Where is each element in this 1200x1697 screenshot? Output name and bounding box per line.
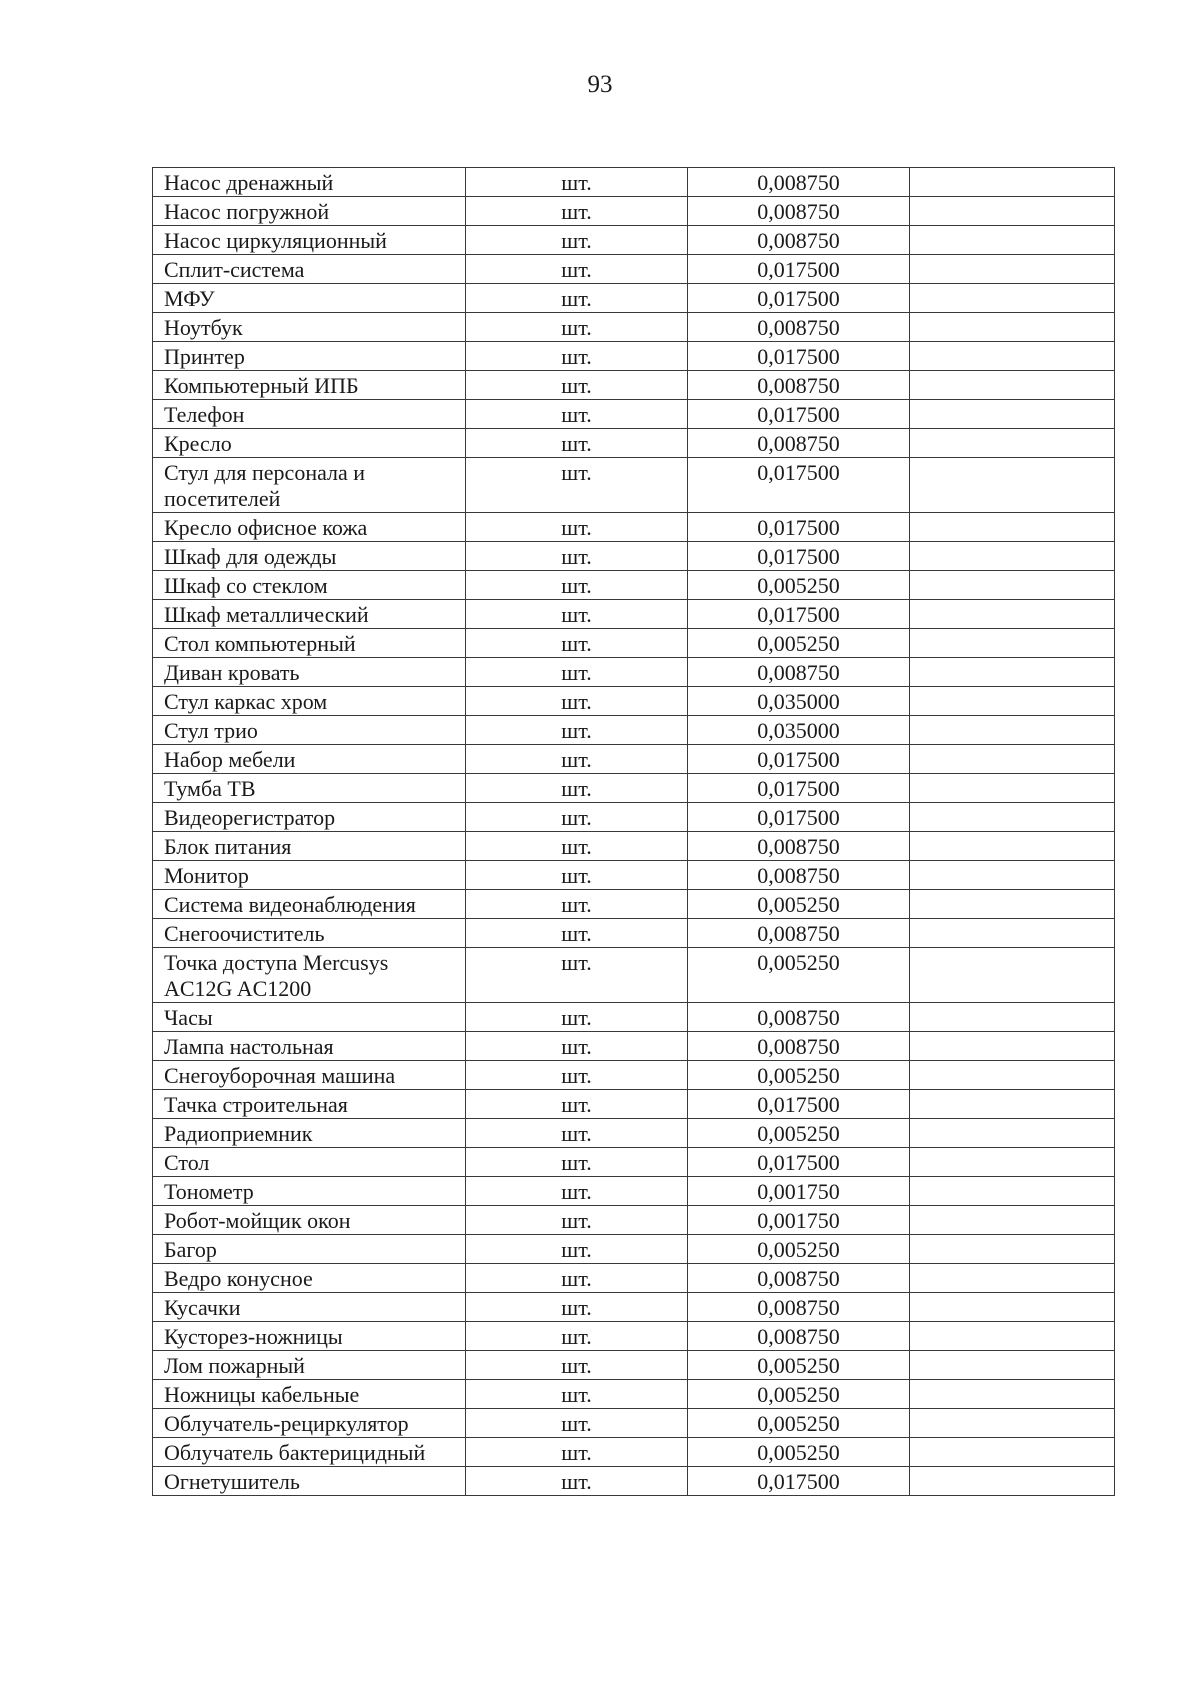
- table-row: [153, 1264, 1115, 1293]
- table-row: [153, 1003, 1115, 1032]
- unit-cell: шт.: [466, 371, 688, 400]
- quantity-cell: 0,017500: [688, 1090, 910, 1119]
- item-name-cell: Кусторез-ножницы: [153, 1322, 466, 1351]
- unit-cell: шт.: [466, 458, 688, 513]
- item-name-cell: Принтер: [153, 342, 466, 371]
- item-name-cell: Блок питания: [153, 832, 466, 861]
- empty-cell: [910, 832, 1115, 861]
- item-name-cell: Стол компьютерный: [153, 629, 466, 658]
- item-name-cell: Стул для персонала и посетителей: [153, 458, 466, 513]
- item-name-cell: Компьютерный ИПБ: [153, 371, 466, 400]
- empty-cell: [910, 774, 1115, 803]
- empty-cell: [910, 919, 1115, 948]
- quantity-cell: 0,001750: [688, 1177, 910, 1206]
- unit-cell: шт.: [466, 542, 688, 571]
- quantity-cell: 0,017500: [688, 1467, 910, 1496]
- item-name-cell: Радиоприемник: [153, 1119, 466, 1148]
- quantity-cell: 0,008750: [688, 861, 910, 890]
- item-name-cell: Багор: [153, 1235, 466, 1264]
- table-row: [153, 1177, 1115, 1206]
- unit-cell: шт.: [466, 745, 688, 774]
- empty-cell: [910, 745, 1115, 774]
- item-name-cell: Тачка строительная: [153, 1090, 466, 1119]
- quantity-cell: 0,017500: [688, 803, 910, 832]
- empty-cell: [910, 1380, 1115, 1409]
- table-row: [153, 513, 1115, 542]
- unit-cell: шт.: [466, 1061, 688, 1090]
- item-name-cell: Кресло офисное кожа: [153, 513, 466, 542]
- table-row: [153, 832, 1115, 861]
- unit-cell: шт.: [466, 919, 688, 948]
- unit-cell: шт.: [466, 226, 688, 255]
- quantity-cell: 0,008750: [688, 832, 910, 861]
- quantity-cell: 0,008750: [688, 658, 910, 687]
- quantity-cell: 0,005250: [688, 890, 910, 919]
- empty-cell: [910, 1409, 1115, 1438]
- empty-cell: [910, 658, 1115, 687]
- table-row: [153, 226, 1115, 255]
- quantity-cell: 0,008750: [688, 1264, 910, 1293]
- item-name-cell: Ведро конусное: [153, 1264, 466, 1293]
- empty-cell: [910, 197, 1115, 226]
- empty-cell: [910, 1351, 1115, 1380]
- quantity-cell: 0,017500: [688, 513, 910, 542]
- quantity-cell: 0,017500: [688, 774, 910, 803]
- unit-cell: шт.: [466, 1148, 688, 1177]
- unit-cell: шт.: [466, 1235, 688, 1264]
- unit-cell: шт.: [466, 1032, 688, 1061]
- empty-cell: [910, 226, 1115, 255]
- quantity-cell: 0,001750: [688, 1206, 910, 1235]
- empty-cell: [910, 400, 1115, 429]
- item-name-cell: Шкаф со стеклом: [153, 571, 466, 600]
- item-name-cell: Насос погружной: [153, 197, 466, 226]
- table-row: [153, 687, 1115, 716]
- item-name-cell: Снегоуборочная машина: [153, 1061, 466, 1090]
- unit-cell: шт.: [466, 890, 688, 919]
- empty-cell: [910, 890, 1115, 919]
- table-row: [153, 1032, 1115, 1061]
- empty-cell: [910, 803, 1115, 832]
- item-name-cell: Шкаф металлический: [153, 600, 466, 629]
- item-name-cell: Стул каркас хром: [153, 687, 466, 716]
- quantity-cell: 0,017500: [688, 600, 910, 629]
- table-row: [153, 1119, 1115, 1148]
- table-row: [153, 1061, 1115, 1090]
- table-row: [153, 342, 1115, 371]
- empty-cell: [910, 1177, 1115, 1206]
- empty-cell: [910, 1438, 1115, 1467]
- table-row: [153, 1380, 1115, 1409]
- table-row: [153, 168, 1115, 197]
- empty-cell: [910, 1264, 1115, 1293]
- item-name-cell: Сплит-система: [153, 255, 466, 284]
- quantity-cell: 0,008750: [688, 197, 910, 226]
- empty-cell: [910, 313, 1115, 342]
- table-row: [153, 861, 1115, 890]
- unit-cell: шт.: [466, 429, 688, 458]
- unit-cell: шт.: [466, 255, 688, 284]
- unit-cell: шт.: [466, 948, 688, 1003]
- item-name-cell: Диван кровать: [153, 658, 466, 687]
- item-name-cell: Тумба ТВ: [153, 774, 466, 803]
- unit-cell: шт.: [466, 600, 688, 629]
- quantity-cell: 0,005250: [688, 1351, 910, 1380]
- quantity-cell: 0,005250: [688, 948, 910, 1003]
- unit-cell: шт.: [466, 571, 688, 600]
- quantity-cell: 0,035000: [688, 716, 910, 745]
- unit-cell: шт.: [466, 1351, 688, 1380]
- empty-cell: [910, 513, 1115, 542]
- unit-cell: шт.: [466, 1380, 688, 1409]
- table-row: [153, 803, 1115, 832]
- items-table-body: [153, 168, 1115, 1496]
- empty-cell: [910, 1061, 1115, 1090]
- table-row: [153, 1293, 1115, 1322]
- quantity-cell: 0,005250: [688, 1438, 910, 1467]
- unit-cell: шт.: [466, 1322, 688, 1351]
- unit-cell: шт.: [466, 1293, 688, 1322]
- item-name-cell: Система видеонаблюдения: [153, 890, 466, 919]
- table-row: [153, 948, 1115, 1003]
- table-row: [153, 1351, 1115, 1380]
- item-name-cell: Видеорегистратор: [153, 803, 466, 832]
- unit-cell: шт.: [466, 197, 688, 226]
- table-row: [153, 429, 1115, 458]
- table-row: [153, 371, 1115, 400]
- quantity-cell: 0,005250: [688, 1380, 910, 1409]
- empty-cell: [910, 1293, 1115, 1322]
- item-name-cell: Набор мебели: [153, 745, 466, 774]
- quantity-cell: 0,008750: [688, 429, 910, 458]
- unit-cell: шт.: [466, 1090, 688, 1119]
- item-name-cell: Огнетушитель: [153, 1467, 466, 1496]
- quantity-cell: 0,035000: [688, 687, 910, 716]
- unit-cell: шт.: [466, 513, 688, 542]
- table-row: [153, 458, 1115, 513]
- empty-cell: [910, 1322, 1115, 1351]
- quantity-cell: 0,017500: [688, 458, 910, 513]
- quantity-cell: 0,017500: [688, 1148, 910, 1177]
- item-name-cell: МФУ: [153, 284, 466, 313]
- empty-cell: [910, 716, 1115, 745]
- quantity-cell: 0,017500: [688, 542, 910, 571]
- empty-cell: [910, 600, 1115, 629]
- item-name-cell: Монитор: [153, 861, 466, 890]
- quantity-cell: 0,008750: [688, 168, 910, 197]
- empty-cell: [910, 629, 1115, 658]
- item-name-cell: Точка доступа Mercusys AC12G AC1200: [153, 948, 466, 1003]
- quantity-cell: 0,005250: [688, 1409, 910, 1438]
- item-name-cell: Шкаф для одежды: [153, 542, 466, 571]
- table-row: [153, 197, 1115, 226]
- unit-cell: шт.: [466, 774, 688, 803]
- quantity-cell: 0,005250: [688, 1235, 910, 1264]
- table-row: [153, 313, 1115, 342]
- empty-cell: [910, 861, 1115, 890]
- unit-cell: шт.: [466, 284, 688, 313]
- empty-cell: [910, 1032, 1115, 1061]
- page-number: 93: [587, 71, 613, 98]
- unit-cell: шт.: [466, 832, 688, 861]
- item-name-cell: Часы: [153, 1003, 466, 1032]
- empty-cell: [910, 542, 1115, 571]
- item-name-cell: Ножницы кабельные: [153, 1380, 466, 1409]
- empty-cell: [910, 1148, 1115, 1177]
- empty-cell: [910, 458, 1115, 513]
- empty-cell: [910, 1206, 1115, 1235]
- unit-cell: шт.: [466, 1438, 688, 1467]
- table-row: [153, 1438, 1115, 1467]
- unit-cell: шт.: [466, 658, 688, 687]
- quantity-cell: 0,005250: [688, 1119, 910, 1148]
- unit-cell: шт.: [466, 400, 688, 429]
- unit-cell: шт.: [466, 342, 688, 371]
- item-name-cell: Стул трио: [153, 716, 466, 745]
- empty-cell: [910, 284, 1115, 313]
- table-row: [153, 1090, 1115, 1119]
- quantity-cell: 0,008750: [688, 1032, 910, 1061]
- empty-cell: [910, 1090, 1115, 1119]
- item-name-cell: Телефон: [153, 400, 466, 429]
- empty-cell: [910, 1235, 1115, 1264]
- table-row: [153, 1148, 1115, 1177]
- table-row: [153, 400, 1115, 429]
- quantity-cell: 0,017500: [688, 400, 910, 429]
- quantity-cell: 0,017500: [688, 284, 910, 313]
- item-name-cell: Кресло: [153, 429, 466, 458]
- quantity-cell: 0,017500: [688, 255, 910, 284]
- empty-cell: [910, 429, 1115, 458]
- table-row: [153, 716, 1115, 745]
- item-name-cell: Облучатель бактерицидный: [153, 1438, 466, 1467]
- unit-cell: шт.: [466, 629, 688, 658]
- unit-cell: шт.: [466, 1003, 688, 1032]
- quantity-cell: 0,017500: [688, 342, 910, 371]
- unit-cell: шт.: [466, 716, 688, 745]
- quantity-cell: 0,008750: [688, 226, 910, 255]
- item-name-cell: Робот-мойщик окон: [153, 1206, 466, 1235]
- quantity-cell: 0,008750: [688, 1322, 910, 1351]
- empty-cell: [910, 571, 1115, 600]
- quantity-cell: 0,005250: [688, 571, 910, 600]
- item-name-cell: Кусачки: [153, 1293, 466, 1322]
- quantity-cell: 0,005250: [688, 629, 910, 658]
- quantity-cell: 0,008750: [688, 1003, 910, 1032]
- empty-cell: [910, 1467, 1115, 1496]
- unit-cell: шт.: [466, 1264, 688, 1293]
- item-name-cell: Тонометр: [153, 1177, 466, 1206]
- unit-cell: шт.: [466, 1206, 688, 1235]
- table-row: [153, 1235, 1115, 1264]
- item-name-cell: Лампа настольная: [153, 1032, 466, 1061]
- unit-cell: шт.: [466, 1119, 688, 1148]
- table-row: [153, 542, 1115, 571]
- unit-cell: шт.: [466, 687, 688, 716]
- table-row: [153, 658, 1115, 687]
- empty-cell: [910, 342, 1115, 371]
- table-row: [153, 1409, 1115, 1438]
- item-name-cell: Насос циркуляционный: [153, 226, 466, 255]
- item-name-cell: Снегоочиститель: [153, 919, 466, 948]
- unit-cell: шт.: [466, 803, 688, 832]
- table-row: [153, 1322, 1115, 1351]
- table-row: [153, 774, 1115, 803]
- quantity-cell: 0,005250: [688, 1061, 910, 1090]
- empty-cell: [910, 1119, 1115, 1148]
- item-name-cell: Стол: [153, 1148, 466, 1177]
- items-table: [152, 167, 1115, 1496]
- table-row: [153, 600, 1115, 629]
- quantity-cell: 0,017500: [688, 745, 910, 774]
- table-row: [153, 745, 1115, 774]
- item-name-cell: Лом пожарный: [153, 1351, 466, 1380]
- quantity-cell: 0,008750: [688, 1293, 910, 1322]
- unit-cell: шт.: [466, 1177, 688, 1206]
- unit-cell: шт.: [466, 313, 688, 342]
- empty-cell: [910, 255, 1115, 284]
- table-row: [153, 629, 1115, 658]
- table-row: [153, 890, 1115, 919]
- table-row: [153, 919, 1115, 948]
- table-row: [153, 571, 1115, 600]
- table-row: [153, 1206, 1115, 1235]
- unit-cell: шт.: [466, 1409, 688, 1438]
- quantity-cell: 0,008750: [688, 371, 910, 400]
- empty-cell: [910, 371, 1115, 400]
- empty-cell: [910, 948, 1115, 1003]
- item-name-cell: Ноутбук: [153, 313, 466, 342]
- unit-cell: шт.: [466, 168, 688, 197]
- unit-cell: шт.: [466, 861, 688, 890]
- table-row: [153, 255, 1115, 284]
- quantity-cell: 0,008750: [688, 919, 910, 948]
- table-row: [153, 284, 1115, 313]
- unit-cell: шт.: [466, 1467, 688, 1496]
- empty-cell: [910, 687, 1115, 716]
- quantity-cell: 0,008750: [688, 313, 910, 342]
- table-row: [153, 1467, 1115, 1496]
- item-name-cell: Облучатель-рециркулятор: [153, 1409, 466, 1438]
- empty-cell: [910, 168, 1115, 197]
- item-name-cell: Насос дренажный: [153, 168, 466, 197]
- empty-cell: [910, 1003, 1115, 1032]
